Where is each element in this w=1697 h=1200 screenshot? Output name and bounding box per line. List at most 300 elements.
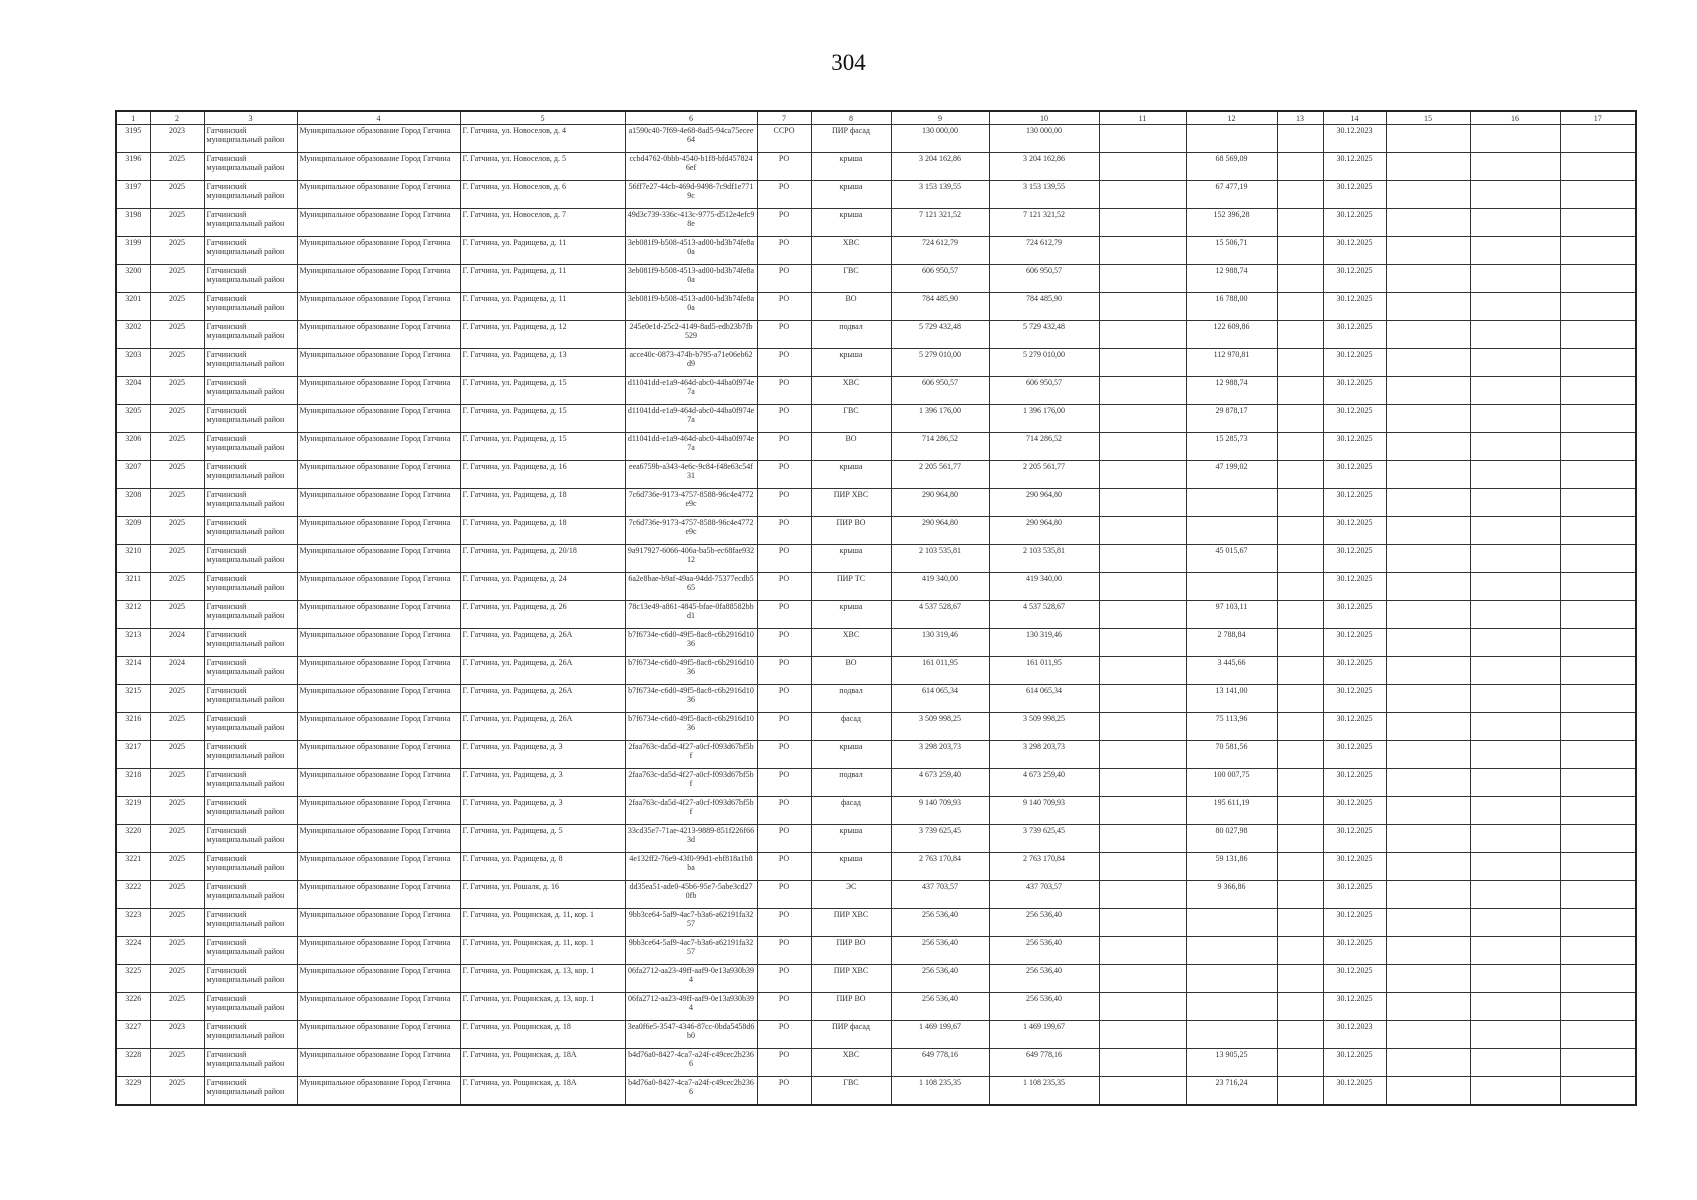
completion-date-cell: 30.12.2025 [1323, 741, 1386, 769]
cost-cell: 3 298 203,73 [891, 741, 989, 769]
funding-source-cell: РО [757, 573, 811, 601]
column-15-cell [1386, 965, 1470, 993]
column-17-cell [1560, 461, 1636, 489]
year-cell: 2025 [150, 405, 204, 433]
column-16-cell [1470, 545, 1560, 573]
address-cell: Г. Гатчина, ул. Радищева, д. 26А [460, 685, 625, 713]
table-row [116, 993, 1636, 1021]
district-cell: Гатчинский муниципальный район [204, 545, 297, 573]
year-cell: 2025 [150, 209, 204, 237]
column-15-cell [1386, 321, 1470, 349]
column-17-cell [1560, 153, 1636, 181]
municipality-cell: Муниципальное образование Город Гатчина [297, 321, 460, 349]
district-cell: Гатчинский муниципальный район [204, 461, 297, 489]
address-cell: Г. Гатчина, ул. Радищева, д. 24 [460, 573, 625, 601]
row-number-cell: 3205 [116, 405, 150, 433]
total-cell: 1 108 235,35 [989, 1077, 1099, 1106]
column-15-cell [1386, 573, 1470, 601]
column-13-cell [1277, 517, 1323, 545]
address-cell: Г. Гатчина, ул. Рощинская, д. 13, кор. 1 [460, 965, 625, 993]
funding-source-cell: РО [757, 769, 811, 797]
municipality-cell: Муниципальное образование Город Гатчина [297, 713, 460, 741]
work-type-cell: подвал [811, 321, 891, 349]
column-17-cell [1560, 1049, 1636, 1077]
register-table [115, 110, 1637, 1106]
table-row [116, 349, 1636, 377]
municipality-cell: Муниципальное образование Город Гатчина [297, 237, 460, 265]
completion-date-cell: 30.12.2025 [1323, 1049, 1386, 1077]
column-15-cell [1386, 405, 1470, 433]
district-cell: Гатчинский муниципальный район [204, 125, 297, 153]
house-guid-cell: acce40c-0873-474b-b795-a71e06eb62d9 [625, 349, 757, 377]
column-13-cell [1277, 573, 1323, 601]
column-11-cell [1099, 853, 1186, 881]
municipality-cell: Муниципальное образование Город Гатчина [297, 741, 460, 769]
column-13-cell [1277, 153, 1323, 181]
year-cell: 2023 [150, 125, 204, 153]
row-number-cell: 3209 [116, 517, 150, 545]
completion-date-cell: 30.12.2025 [1323, 713, 1386, 741]
column-15-cell [1386, 153, 1470, 181]
column-16-cell [1470, 405, 1560, 433]
cost-cell: 606 950,57 [891, 377, 989, 405]
row-number-cell: 3201 [116, 293, 150, 321]
house-guid-cell: 56ff7e27-44cb-469d-9498-7c9df1e7719c [625, 181, 757, 209]
column-11-cell [1099, 237, 1186, 265]
funding-source-cell: РО [757, 461, 811, 489]
district-cell: Гатчинский муниципальный район [204, 377, 297, 405]
completion-date-cell: 30.12.2025 [1323, 349, 1386, 377]
column-11-cell [1099, 741, 1186, 769]
column-15-cell [1386, 1021, 1470, 1049]
municipality-cell: Муниципальное образование Город Гатчина [297, 349, 460, 377]
year-cell: 2025 [150, 1077, 204, 1106]
column-13-cell [1277, 993, 1323, 1021]
column-16-cell [1470, 293, 1560, 321]
total-cell: 130 000,00 [989, 125, 1099, 153]
row-number-cell: 3212 [116, 601, 150, 629]
address-cell: Г. Гатчина, ул. Рощинская, д. 11, кор. 1 [460, 909, 625, 937]
municipality-cell: Муниципальное образование Город Гатчина [297, 489, 460, 517]
column-15-cell [1386, 209, 1470, 237]
column-16-cell [1470, 741, 1560, 769]
funding-source-cell: РО [757, 153, 811, 181]
completion-date-cell: 30.12.2025 [1323, 769, 1386, 797]
column-16-cell [1470, 181, 1560, 209]
column-17-cell [1560, 517, 1636, 545]
address-cell: Г. Гатчина, ул. Радищева, д. 11 [460, 293, 625, 321]
municipality-cell: Муниципальное образование Город Гатчина [297, 965, 460, 993]
column-13-cell [1277, 265, 1323, 293]
column-15-cell [1386, 937, 1470, 965]
column-13-cell [1277, 881, 1323, 909]
column-11-cell [1099, 209, 1186, 237]
work-type-cell: ГВС [811, 405, 891, 433]
funding-source-cell: РО [757, 377, 811, 405]
work-type-cell: ПИР ВО [811, 993, 891, 1021]
column-header: 6 [625, 111, 757, 125]
completion-date-cell: 30.12.2025 [1323, 237, 1386, 265]
table-row [116, 629, 1636, 657]
column-17-cell [1560, 265, 1636, 293]
total-cell: 606 950,57 [989, 265, 1099, 293]
house-guid-cell: 3eb081f9-b508-4513-ad00-bd3b74fe8a0a [625, 293, 757, 321]
table-row [116, 965, 1636, 993]
address-cell: Г. Гатчина, ул. Новоселов, д. 6 [460, 181, 625, 209]
district-cell: Гатчинский муниципальный район [204, 237, 297, 265]
column-16-cell [1470, 657, 1560, 685]
house-guid-cell: 78c13e49-a861-4845-bfae-0fa88582bbd1 [625, 601, 757, 629]
year-cell: 2025 [150, 545, 204, 573]
municipality-cell: Муниципальное образование Город Гатчина [297, 629, 460, 657]
table-body [116, 125, 1636, 1106]
column-header: 7 [757, 111, 811, 125]
row-number-cell: 3223 [116, 909, 150, 937]
column-11-cell [1099, 153, 1186, 181]
year-cell: 2025 [150, 1049, 204, 1077]
district-cell: Гатчинский муниципальный район [204, 293, 297, 321]
column-12-cell [1186, 1021, 1277, 1049]
row-number-cell: 3199 [116, 237, 150, 265]
column-13-cell [1277, 1077, 1323, 1106]
cost-cell: 290 964,80 [891, 517, 989, 545]
funding-source-cell: РО [757, 853, 811, 881]
house-guid-cell: 2faa763c-da5d-4f27-a0cf-f093d67bf5bf [625, 741, 757, 769]
column-header: 1 [116, 111, 150, 125]
column-13-cell [1277, 237, 1323, 265]
total-cell: 161 011,95 [989, 657, 1099, 685]
work-type-cell: ПИР ХВС [811, 965, 891, 993]
municipality-cell: Муниципальное образование Город Гатчина [297, 881, 460, 909]
column-16-cell [1470, 909, 1560, 937]
house-guid-cell: 2faa763c-da5d-4f27-a0cf-f093d67bf5bf [625, 769, 757, 797]
column-15-cell [1386, 741, 1470, 769]
district-cell: Гатчинский муниципальный район [204, 797, 297, 825]
district-cell: Гатчинский муниципальный район [204, 601, 297, 629]
district-cell: Гатчинский муниципальный район [204, 713, 297, 741]
column-11-cell [1099, 937, 1186, 965]
completion-date-cell: 30.12.2025 [1323, 293, 1386, 321]
column-12-cell: 68 569,09 [1186, 153, 1277, 181]
column-17-cell [1560, 853, 1636, 881]
work-type-cell: фасад [811, 797, 891, 825]
column-12-cell [1186, 965, 1277, 993]
completion-date-cell: 30.12.2025 [1323, 685, 1386, 713]
work-type-cell: ХВС [811, 1049, 891, 1077]
address-cell: Г. Гатчина, ул. Радищева, д. 20/18 [460, 545, 625, 573]
row-number-cell: 3208 [116, 489, 150, 517]
column-16-cell [1470, 993, 1560, 1021]
cost-cell: 256 536,40 [891, 993, 989, 1021]
completion-date-cell: 30.12.2025 [1323, 853, 1386, 881]
column-11-cell [1099, 909, 1186, 937]
work-type-cell: крыша [811, 153, 891, 181]
column-11-cell [1099, 1049, 1186, 1077]
row-number-cell: 3210 [116, 545, 150, 573]
funding-source-cell: РО [757, 209, 811, 237]
municipality-cell: Муниципальное образование Город Гатчина [297, 265, 460, 293]
header-row [116, 111, 1636, 125]
year-cell: 2025 [150, 685, 204, 713]
total-cell: 3 153 139,55 [989, 181, 1099, 209]
completion-date-cell: 30.12.2025 [1323, 265, 1386, 293]
funding-source-cell: РО [757, 349, 811, 377]
column-11-cell [1099, 321, 1186, 349]
work-type-cell: ХВС [811, 377, 891, 405]
column-12-cell [1186, 489, 1277, 517]
column-16-cell [1470, 461, 1560, 489]
cost-cell: 3 204 162,86 [891, 153, 989, 181]
address-cell: Г. Гатчина, ул. Радищева, д. 11 [460, 237, 625, 265]
column-13-cell [1277, 349, 1323, 377]
table-row [116, 181, 1636, 209]
funding-source-cell: РО [757, 181, 811, 209]
address-cell: Г. Гатчина, ул. Радищева, д. 26А [460, 713, 625, 741]
address-cell: Г. Гатчина, ул. Радищева, д. 3 [460, 741, 625, 769]
total-cell: 5 279 010,00 [989, 349, 1099, 377]
address-cell: Г. Гатчина, ул. Новоселов, д. 5 [460, 153, 625, 181]
district-cell: Гатчинский муниципальный район [204, 1049, 297, 1077]
total-cell: 1 469 199,67 [989, 1021, 1099, 1049]
column-17-cell [1560, 1021, 1636, 1049]
cost-cell: 784 485,90 [891, 293, 989, 321]
year-cell: 2025 [150, 153, 204, 181]
address-cell: Г. Гатчина, ул. Радищева, д. 3 [460, 797, 625, 825]
column-16-cell [1470, 321, 1560, 349]
column-12-cell: 13 141,00 [1186, 685, 1277, 713]
column-16-cell [1470, 1077, 1560, 1106]
house-guid-cell: 06fa2712-aa23-49ff-aaf9-0e13a930b394 [625, 965, 757, 993]
house-guid-cell: b7f6734e-c6d0-49f5-8ac8-c6b2916d1036 [625, 713, 757, 741]
house-guid-cell: 33cd35e7-71ae-4213-9889-851f226f663d [625, 825, 757, 853]
column-15-cell [1386, 1077, 1470, 1106]
column-11-cell [1099, 713, 1186, 741]
column-16-cell [1470, 349, 1560, 377]
house-guid-cell: a1590c40-7f69-4e68-8ad5-94ca75ecee64 [625, 125, 757, 153]
column-16-cell [1470, 125, 1560, 153]
column-13-cell [1277, 797, 1323, 825]
column-17-cell [1560, 405, 1636, 433]
house-guid-cell: d11041dd-e1a9-464d-abc0-44ba0f974e7a [625, 377, 757, 405]
work-type-cell: подвал [811, 685, 891, 713]
district-cell: Гатчинский муниципальный район [204, 153, 297, 181]
column-17-cell [1560, 965, 1636, 993]
funding-source-cell: РО [757, 265, 811, 293]
row-number-cell: 3220 [116, 825, 150, 853]
year-cell: 2025 [150, 965, 204, 993]
house-guid-cell: 4e132ff2-76e9-43f0-99d1-ebf818a1b8ba [625, 853, 757, 881]
house-guid-cell: 245e0e1d-25c2-4149-8ad5-edb23b7fb529 [625, 321, 757, 349]
completion-date-cell: 30.12.2023 [1323, 125, 1386, 153]
funding-source-cell: РО [757, 1077, 811, 1106]
column-16-cell [1470, 573, 1560, 601]
address-cell: Г. Гатчина, ул. Радищева, д. 26А [460, 657, 625, 685]
column-11-cell [1099, 461, 1186, 489]
district-cell: Гатчинский муниципальный район [204, 741, 297, 769]
municipality-cell: Муниципальное образование Город Гатчина [297, 209, 460, 237]
column-15-cell [1386, 909, 1470, 937]
funding-source-cell: РО [757, 489, 811, 517]
funding-source-cell: РО [757, 965, 811, 993]
completion-date-cell: 30.12.2025 [1323, 153, 1386, 181]
column-11-cell [1099, 433, 1186, 461]
column-13-cell [1277, 489, 1323, 517]
year-cell: 2025 [150, 713, 204, 741]
total-cell: 7 121 321,52 [989, 209, 1099, 237]
column-11-cell [1099, 265, 1186, 293]
house-guid-cell: 7c6d736e-9173-4757-8588-96c4e4772e9c [625, 489, 757, 517]
table-row [116, 321, 1636, 349]
funding-source-cell: РО [757, 797, 811, 825]
work-type-cell: крыша [811, 209, 891, 237]
completion-date-cell: 30.12.2025 [1323, 881, 1386, 909]
district-cell: Гатчинский муниципальный район [204, 209, 297, 237]
completion-date-cell: 30.12.2025 [1323, 405, 1386, 433]
column-15-cell [1386, 1049, 1470, 1077]
total-cell: 724 612,79 [989, 237, 1099, 265]
cost-cell: 5 729 432,48 [891, 321, 989, 349]
cost-cell: 614 065,34 [891, 685, 989, 713]
column-13-cell [1277, 657, 1323, 685]
year-cell: 2025 [150, 601, 204, 629]
column-12-cell [1186, 517, 1277, 545]
work-type-cell: крыша [811, 461, 891, 489]
column-17-cell [1560, 741, 1636, 769]
house-guid-cell: 9bb3ce64-5af9-4ac7-b3a6-a62191fa3257 [625, 909, 757, 937]
work-type-cell: ПИР ВО [811, 937, 891, 965]
house-guid-cell: b4d76a0-8427-4ca7-a24f-c49cec2b2366 [625, 1077, 757, 1106]
table-row [116, 545, 1636, 573]
municipality-cell: Муниципальное образование Город Гатчина [297, 1049, 460, 1077]
cost-cell: 724 612,79 [891, 237, 989, 265]
district-cell: Гатчинский муниципальный район [204, 825, 297, 853]
cost-cell: 256 536,40 [891, 909, 989, 937]
row-number-cell: 3221 [116, 853, 150, 881]
row-number-cell: 3200 [116, 265, 150, 293]
completion-date-cell: 30.12.2025 [1323, 601, 1386, 629]
work-type-cell: ЭС [811, 881, 891, 909]
column-16-cell [1470, 853, 1560, 881]
municipality-cell: Муниципальное образование Город Гатчина [297, 853, 460, 881]
district-cell: Гатчинский муниципальный район [204, 489, 297, 517]
cost-cell: 1 108 235,35 [891, 1077, 989, 1106]
column-13-cell [1277, 965, 1323, 993]
table-row [116, 265, 1636, 293]
row-number-cell: 3196 [116, 153, 150, 181]
house-guid-cell: ccbd4762-0bbb-4540-b1f8-bfd4578246ef [625, 153, 757, 181]
district-cell: Гатчинский муниципальный район [204, 321, 297, 349]
column-17-cell [1560, 433, 1636, 461]
address-cell: Г. Гатчина, ул. Радищева, д. 8 [460, 853, 625, 881]
table-row [116, 741, 1636, 769]
district-cell: Гатчинский муниципальный район [204, 405, 297, 433]
column-12-cell [1186, 993, 1277, 1021]
funding-source-cell: РО [757, 937, 811, 965]
year-cell: 2025 [150, 237, 204, 265]
cost-cell: 2 205 561,77 [891, 461, 989, 489]
cost-cell: 1 396 176,00 [891, 405, 989, 433]
house-guid-cell: eea6759b-a343-4e6c-9c84-f48e63c54f31 [625, 461, 757, 489]
funding-source-cell: РО [757, 601, 811, 629]
column-header: 11 [1099, 111, 1186, 125]
completion-date-cell: 30.12.2025 [1323, 965, 1386, 993]
completion-date-cell: 30.12.2025 [1323, 489, 1386, 517]
cost-cell: 3 739 625,45 [891, 825, 989, 853]
column-12-cell: 29 878,17 [1186, 405, 1277, 433]
row-number-cell: 3222 [116, 881, 150, 909]
house-guid-cell: 3eb081f9-b508-4513-ad00-bd3b74fe8a0a [625, 237, 757, 265]
completion-date-cell: 30.12.2025 [1323, 433, 1386, 461]
column-15-cell [1386, 545, 1470, 573]
column-12-cell: 16 788,00 [1186, 293, 1277, 321]
address-cell: Г. Гатчина, ул. Радищева, д. 13 [460, 349, 625, 377]
completion-date-cell: 30.12.2025 [1323, 1077, 1386, 1106]
column-12-cell [1186, 573, 1277, 601]
work-type-cell: ХВС [811, 629, 891, 657]
column-15-cell [1386, 237, 1470, 265]
municipality-cell: Муниципальное образование Город Гатчина [297, 937, 460, 965]
cost-cell: 7 121 321,52 [891, 209, 989, 237]
column-15-cell [1386, 629, 1470, 657]
column-15-cell [1386, 489, 1470, 517]
completion-date-cell: 30.12.2025 [1323, 937, 1386, 965]
municipality-cell: Муниципальное образование Город Гатчина [297, 1077, 460, 1106]
district-cell: Гатчинский муниципальный район [204, 181, 297, 209]
total-cell: 714 286,52 [989, 433, 1099, 461]
year-cell: 2025 [150, 993, 204, 1021]
column-11-cell [1099, 629, 1186, 657]
district-cell: Гатчинский муниципальный район [204, 769, 297, 797]
row-number-cell: 3228 [116, 1049, 150, 1077]
funding-source-cell: РО [757, 741, 811, 769]
total-cell: 3 204 162,86 [989, 153, 1099, 181]
row-number-cell: 3226 [116, 993, 150, 1021]
row-number-cell: 3219 [116, 797, 150, 825]
work-type-cell: ВО [811, 433, 891, 461]
table-row [116, 825, 1636, 853]
row-number-cell: 3204 [116, 377, 150, 405]
column-16-cell [1470, 601, 1560, 629]
column-17-cell [1560, 489, 1636, 517]
total-cell: 290 964,80 [989, 489, 1099, 517]
column-12-cell: 45 015,67 [1186, 545, 1277, 573]
total-cell: 419 340,00 [989, 573, 1099, 601]
address-cell: Г. Гатчина, ул. Новоселов, д. 7 [460, 209, 625, 237]
year-cell: 2025 [150, 853, 204, 881]
house-guid-cell: 2faa763c-da5d-4f27-a0cf-f093d67bf5bf [625, 797, 757, 825]
year-cell: 2025 [150, 265, 204, 293]
address-cell: Г. Гатчина, ул. Радищева, д. 26А [460, 629, 625, 657]
column-17-cell [1560, 545, 1636, 573]
table-row [116, 685, 1636, 713]
completion-date-cell: 30.12.2025 [1323, 993, 1386, 1021]
completion-date-cell: 30.12.2025 [1323, 825, 1386, 853]
work-type-cell: ГВС [811, 1077, 891, 1106]
work-type-cell: крыша [811, 853, 891, 881]
column-17-cell [1560, 881, 1636, 909]
funding-source-cell: РО [757, 405, 811, 433]
column-header: 12 [1186, 111, 1277, 125]
address-cell: Г. Гатчина, ул. Рощинская, д. 11, кор. 1 [460, 937, 625, 965]
municipality-cell: Муниципальное образование Город Гатчина [297, 657, 460, 685]
column-11-cell [1099, 517, 1186, 545]
funding-source-cell: РО [757, 433, 811, 461]
column-16-cell [1470, 881, 1560, 909]
total-cell: 130 319,46 [989, 629, 1099, 657]
column-header: 10 [989, 111, 1099, 125]
house-guid-cell: d11041dd-e1a9-464d-abc0-44ba0f974e7a [625, 433, 757, 461]
page-number: 304 [831, 50, 866, 75]
